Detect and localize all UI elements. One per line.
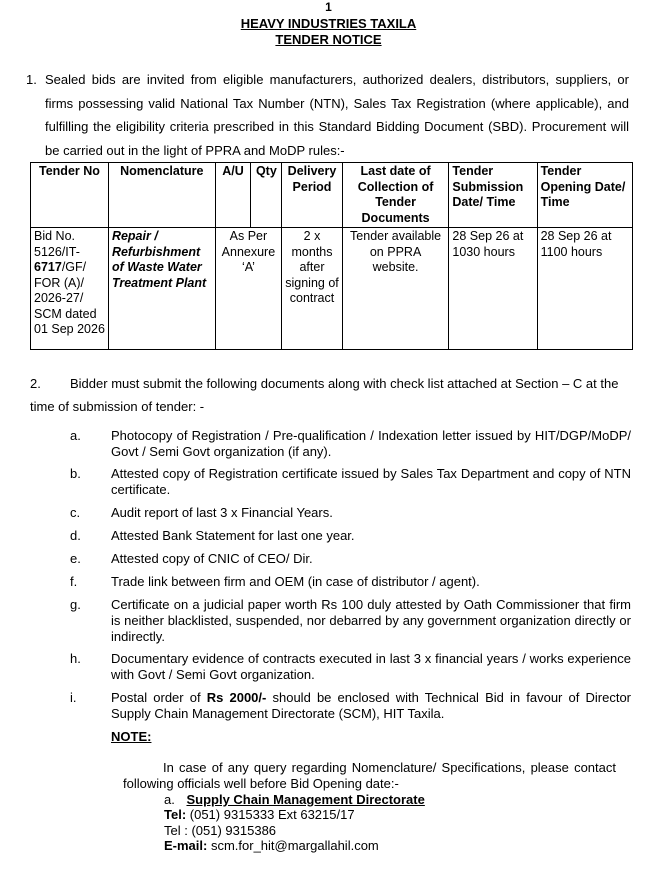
list-item <box>70 466 631 498</box>
email-value: scm.for_hit@margallahil.com <box>207 838 379 853</box>
paragraph-2-text: Bidder must submit the following documents along with check list attached at Section – C at the time of submission of tender: - <box>30 376 619 414</box>
list-item <box>70 505 631 521</box>
tender-no-part-1: Bid No. 5126/IT- <box>34 229 80 259</box>
header-delivery-period: Delivery Period <box>282 163 343 228</box>
list-item-text: Attested copy of CNIC of CEO/ Dir. <box>111 551 313 566</box>
cell-submission: 28 Sep 26 at 1030 hours <box>449 228 537 350</box>
paragraph-1-text: Sealed bids are invited from eligible manufacturers, authorized dealers, distributors, suppliers, or firms possessing valid National Tax Number (NTN), Sales Tax Registration (where applicable), and fulfilling the eligibility criteria prescribed in this Standard Bidding Document (SBD). Procurement will be carried out in the light of PPRA and MoDP rules:- <box>45 72 629 158</box>
cell-collection: Tender available on PPRA website. <box>342 228 449 350</box>
list-item <box>70 597 631 645</box>
list-item <box>70 528 631 544</box>
list-item-text: Audit report of last 3 x Financial Years. <box>111 505 333 520</box>
list-item-label: c. <box>70 505 81 520</box>
paragraph-1-number: 1. <box>26 72 37 87</box>
list-item-label: b. <box>70 466 81 481</box>
list-item-text: Certificate on a judicial paper worth Rs 100 duly attested by Oath Commissioner that firm is neither blacklisted, suspended, nor debarred by any government organization directly or indirectly. <box>111 597 631 644</box>
note-heading: NOTE: <box>111 729 152 744</box>
postal-order-text-1: Postal order of <box>111 690 207 705</box>
notice-title: TENDER NOTICE <box>275 32 382 47</box>
list-item-label: a. <box>70 428 81 443</box>
list-item-text: Attested Bank Statement for last one year. <box>111 528 355 543</box>
list-item <box>70 651 631 683</box>
contact-office <box>164 792 425 807</box>
cell-au-qty: As Per Annexure ‘A’ <box>215 228 282 350</box>
table-row <box>31 228 633 350</box>
header-submission-date: Tender Submission Date/ Time <box>449 163 537 228</box>
list-item-label: h. <box>70 651 81 666</box>
tender-no-bold: 6717 <box>34 260 62 274</box>
postal-order-amount: Rs 2000/- <box>206 690 267 705</box>
header-tender-no: Tender No <box>31 163 109 228</box>
email-label: E-mail: <box>164 838 208 853</box>
header-nomenclature: Nomenclature <box>108 163 215 228</box>
header-opening-date: Tender Opening Date/ Time <box>537 163 632 228</box>
list-item-text <box>111 690 631 722</box>
list-item-label: f. <box>70 574 78 589</box>
header-qty: Qty <box>251 163 282 228</box>
table-header-row <box>31 163 633 228</box>
contact-tel-1 <box>164 807 355 822</box>
tender-no-part-2: /GF/ FOR (A)/ 2026-27/ SCM dated 01 Sep 2026 <box>34 260 105 336</box>
list-item <box>70 428 631 460</box>
header-collection-date: Last date of Collection of Tender Documents <box>342 163 449 228</box>
contact-office-name: Supply Chain Management Directorate <box>186 792 425 807</box>
list-item <box>70 574 631 590</box>
list-item-label: i. <box>70 690 77 705</box>
list-item-text: Trade link between firm and OEM (in case of distributor / agent). <box>111 574 480 589</box>
cell-nomenclature: Repair / Refurbishment of Waste Water Treatment Plant <box>108 228 215 350</box>
cell-delivery: 2 x months after signing of contract <box>282 228 343 350</box>
cell-opening: 28 Sep 26 at 1100 hours <box>537 228 632 350</box>
list-item-text: Photocopy of Registration / Pre-qualification / Indexation letter issued by HIT/DGP/MoDP/ Govt / Semi Govt organization (if any). <box>111 428 631 459</box>
contact-tel-2: Tel : (051) 9315386 <box>164 823 277 838</box>
page-number: 1 <box>325 0 332 14</box>
tel-1-value: (051) 9315333 Ext 63215/17 <box>186 807 355 822</box>
note-text: In case of any query regarding Nomenclature/ Specifications, please contact following officials well before Bid Opening date:- <box>123 760 616 791</box>
tender-table <box>30 162 633 350</box>
list-item-text: Attested copy of Registration certificate issued by Sales Tax Department and copy of NTN certificate. <box>111 466 631 497</box>
list-item <box>70 551 631 567</box>
cell-tender-no <box>31 228 109 350</box>
contact-label: a. <box>164 792 175 807</box>
list-item <box>70 690 631 722</box>
postal-order-text-2: should be enclosed with Technical Bid in favour of Director Supply Chain Management Directorate (SCM), HIT Taxila. <box>111 690 632 721</box>
contact-email <box>164 838 379 853</box>
list-item-label: g. <box>70 597 81 612</box>
paragraph-2-number: 2. <box>30 376 41 391</box>
list-item-text: Documentary evidence of contracts executed in last 3 x financial years / works experience with Govt / Semi Govt organization. <box>111 651 631 682</box>
paragraph-1 <box>26 68 629 162</box>
paragraph-2 <box>30 372 630 418</box>
list-item-label: d. <box>70 528 81 543</box>
tel-1-label: Tel: <box>164 807 187 822</box>
header-au: A/U <box>215 163 251 228</box>
organization-title: HEAVY INDUSTRIES TAXILA <box>240 16 417 31</box>
list-item-label: e. <box>70 551 81 566</box>
